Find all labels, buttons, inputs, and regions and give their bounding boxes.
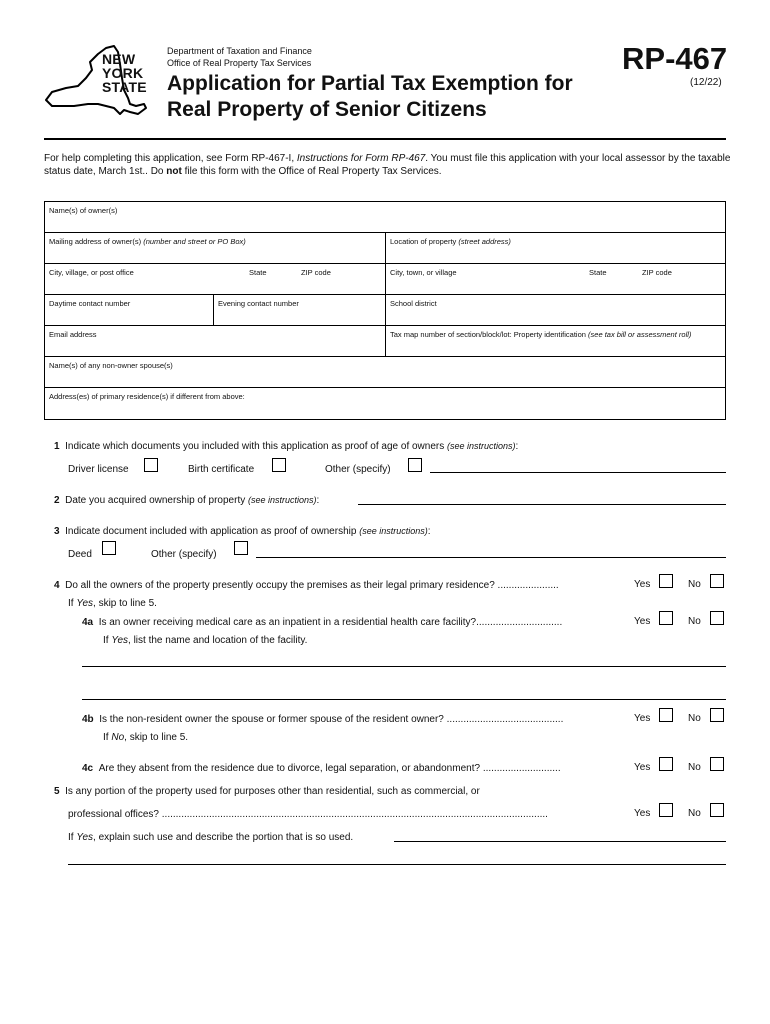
q4c-text: Are they absent from the residence due to divorce, legal separation, or abandonment? ............................ [98, 763, 561, 774]
q5-explain-line-2[interactable] [68, 864, 726, 865]
form-title [167, 71, 573, 123]
email-field[interactable] [45, 326, 385, 356]
row-city [45, 264, 725, 295]
state-right-field[interactable] [585, 264, 635, 294]
question-4 [54, 579, 634, 592]
q1-text: Indicate which documents you included with this application as proof of age of owners [65, 441, 448, 452]
q4c-number: 4c [82, 763, 94, 774]
q4a-yes-label: Yes [634, 616, 651, 627]
location-note: (street address) [458, 237, 511, 246]
q4a-if: If [103, 635, 112, 646]
q4b-number: 4b [82, 714, 94, 725]
q3-deed-label: Deed [68, 549, 92, 560]
q4b-text: Is the non-resident owner the spouse or former spouse of the resident owner? .......................................... [99, 714, 564, 725]
q4a-yes-italic: Yes [111, 635, 129, 646]
q1-number: 1 [54, 441, 60, 452]
state-left-label: State [249, 268, 267, 277]
intro-part-2: . You must file this application with your local assessor by the taxable status date, March 1st.. Do [44, 153, 731, 177]
q1-driver-license-checkbox[interactable] [144, 458, 158, 472]
logo-line-state: STATE [102, 79, 147, 95]
q1-birth-certificate-checkbox[interactable] [272, 458, 286, 472]
q4-skip-rest: , skip to line 5. [93, 598, 157, 609]
school-district-label: School district [390, 299, 437, 308]
row-email [45, 326, 725, 357]
owners-name-label: Name(s) of owner(s) [49, 206, 118, 215]
tax-map-label: Tax map number of section/block/lot: Property identification [390, 330, 586, 339]
q1-colon: : [515, 441, 519, 452]
q1-other-label: Other (specify) [325, 464, 391, 475]
logo-line-york: YORK [102, 65, 144, 81]
primary-residence-label: Address(es) of primary residence(s) if different from above: [49, 392, 245, 401]
mailing-address-note: (number and street or PO Box) [143, 237, 246, 246]
nys-logo-text [102, 52, 147, 94]
city-left-label: City, village, or post office [49, 268, 134, 277]
q5-no-label: No [688, 808, 701, 819]
q1-other-checkbox[interactable] [408, 458, 422, 472]
mailing-address-label: Mailing address of owner(s) [49, 237, 142, 246]
q4-text: Do all the owners of the property presently occupy the premises as their legal primary residence? ...................... [65, 580, 559, 591]
dept-line-2: Office of Real Property Tax Services [167, 58, 312, 68]
owners-name-field[interactable] [45, 202, 725, 232]
q5-if: If [68, 832, 77, 843]
q5-no-checkbox[interactable] [710, 803, 724, 817]
q3-other-specify-line[interactable] [256, 557, 726, 558]
q4a-facility-line-2[interactable] [82, 699, 726, 700]
city-right-label: City, town, or village [390, 268, 457, 277]
q3-other-label: Other (specify) [151, 549, 217, 560]
logo-line-new: NEW [102, 51, 136, 67]
question-3 [54, 525, 431, 538]
q4c-no-label: No [688, 762, 701, 773]
q5-yes-italic: Yes [76, 832, 94, 843]
q4-number: 4 [54, 580, 60, 591]
q4b-skip-note [103, 731, 188, 744]
zip-left-label: ZIP code [301, 268, 331, 277]
q4a-rest: , list the name and location of the facility. [128, 635, 308, 646]
q4b-no-checkbox[interactable] [710, 708, 724, 722]
q4-skip-yes: Yes [76, 598, 94, 609]
q3-deed-checkbox[interactable] [102, 541, 116, 555]
daytime-contact-field[interactable] [45, 295, 213, 325]
q2-number: 2 [54, 495, 60, 506]
q3-number: 3 [54, 526, 60, 537]
row-mailing [45, 233, 725, 264]
q5-number: 5 [54, 786, 60, 797]
form-number: RP-467 [622, 41, 728, 76]
state-left-field[interactable] [245, 264, 295, 294]
q4a-no-checkbox[interactable] [710, 611, 724, 625]
q5-text-line-2: professional offices? ........................................................................................................................................... [68, 809, 548, 820]
q5-rest: , explain such use and describe the portion that is so used. [93, 832, 354, 843]
q5-explain-line-1[interactable] [394, 841, 726, 842]
q5-yes-checkbox[interactable] [659, 803, 673, 817]
row-primary-residence [45, 388, 725, 420]
form-revision: (12/22) [690, 77, 722, 88]
q4-no-label: No [688, 579, 701, 590]
q4b-if: If [103, 732, 112, 743]
intro-text [44, 152, 734, 178]
intro-not: not [166, 166, 182, 177]
city-left-field[interactable] [45, 264, 245, 294]
intro-part-3: file this form with the Office of Real Property Tax Services. [181, 166, 442, 177]
q1-note: (see instructions) [447, 441, 516, 451]
q4b-yes-label: Yes [634, 713, 651, 724]
daytime-contact-label: Daytime contact number [49, 299, 131, 308]
question-4a [82, 616, 634, 629]
row-spouse [45, 357, 725, 388]
q4-skip-note: If Yes, skip to line 5. [68, 598, 157, 609]
zip-right-label: ZIP code [642, 268, 672, 277]
q4b-yes-checkbox[interactable] [659, 708, 673, 722]
q4a-no-label: No [688, 616, 701, 627]
intro-instructions-link: Instructions for Form RP-467 [296, 153, 426, 164]
state-right-label: State [589, 268, 607, 277]
city-right-field[interactable] [386, 264, 586, 294]
zip-left-field[interactable] [297, 264, 385, 294]
q1-birth-certificate-label: Birth certificate [188, 464, 255, 475]
q2-text: Date you acquired ownership of property [65, 495, 249, 506]
q4a-facility-line-1[interactable] [82, 666, 726, 667]
email-label: Email address [49, 330, 97, 339]
q4a-number: 4a [82, 617, 94, 628]
q4c-yes-label: Yes [634, 762, 651, 773]
question-4c [82, 762, 634, 775]
q3-other-checkbox[interactable] [234, 541, 248, 555]
q2-colon: : [316, 495, 320, 506]
q4c-yes-checkbox[interactable] [659, 757, 673, 771]
owner-info-table [44, 201, 726, 420]
q4b-no-italic: No [111, 732, 125, 743]
department-name [167, 45, 312, 69]
spouse-label: Name(s) of any non-owner spouse(s) [49, 361, 173, 370]
title-line-2: Real Property of Senior Citizens [167, 98, 487, 121]
q4b-no-label: No [688, 713, 701, 724]
q4a-facility-note [103, 634, 307, 647]
evening-contact-field[interactable] [214, 295, 385, 325]
q3-text: Indicate document included with application as proof of ownership [65, 526, 360, 537]
mailing-address-field[interactable] [45, 233, 385, 263]
zip-right-field[interactable] [638, 264, 726, 294]
spouse-field[interactable] [45, 357, 725, 387]
q4-yes-checkbox[interactable] [659, 574, 673, 588]
q4a-yes-checkbox[interactable] [659, 611, 673, 625]
row-contact [45, 295, 725, 326]
q4a-text: Is an owner receiving medical care as an inpatient in a residential health care facility?............................... [98, 617, 563, 628]
q4b-rest: , skip to line 5. [124, 732, 189, 743]
nys-logo [44, 44, 148, 118]
q1-other-specify-line[interactable] [430, 472, 726, 473]
location-field[interactable] [386, 233, 726, 263]
location-label: Location of property [390, 237, 457, 246]
primary-residence-field[interactable] [45, 388, 725, 420]
question-1 [54, 440, 518, 453]
intro-part-1: For help completing this application, see Form RP-467-I, [44, 153, 297, 164]
dept-line-1: Department of Taxation and Finance [167, 46, 312, 56]
q2-date-line[interactable] [358, 504, 726, 505]
question-5 [54, 785, 480, 798]
evening-contact-label: Evening contact number [218, 299, 299, 308]
row-owners-name [45, 202, 725, 233]
q3-colon: : [427, 526, 431, 537]
tax-map-field[interactable] [386, 326, 726, 356]
school-district-field[interactable] [386, 295, 726, 325]
q5-explain-note [68, 831, 353, 844]
q3-note: (see instructions) [359, 526, 428, 536]
q4c-no-checkbox[interactable] [710, 757, 724, 771]
question-2 [54, 494, 319, 507]
q5-text-line-1: Is any portion of the property used for purposes other than residential, such as commercial, or [65, 786, 480, 797]
q1-driver-license-label: Driver license [68, 464, 129, 475]
q4-no-checkbox[interactable] [710, 574, 724, 588]
q2-note: (see instructions) [248, 495, 317, 505]
header-rule [44, 138, 726, 140]
tax-map-note: (see tax bill or assessment roll) [588, 330, 692, 339]
title-line-1: Application for Partial Tax Exemption for [167, 72, 573, 95]
q5-yes-label: Yes [634, 808, 651, 819]
question-4b [82, 713, 634, 726]
q4-yes-label: Yes [634, 579, 651, 590]
